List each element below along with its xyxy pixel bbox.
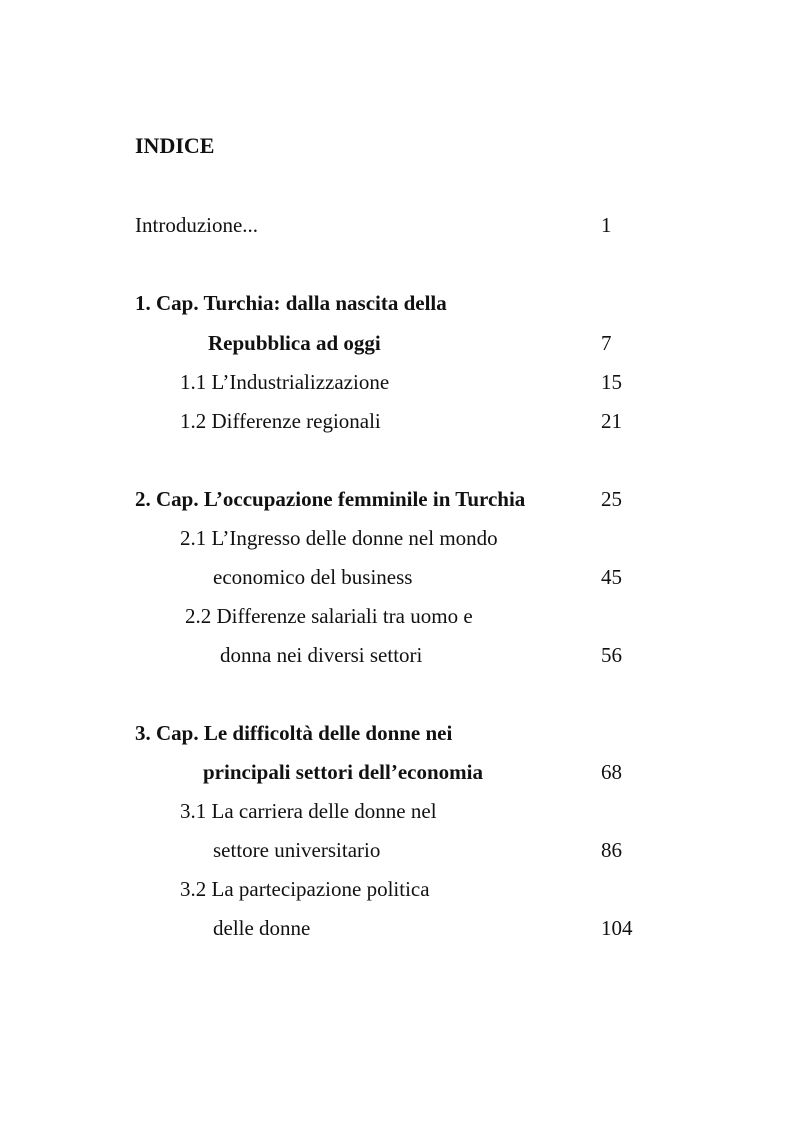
toc-section-3-2: 3.2 La partecipazione politica xyxy=(180,877,430,901)
toc-section-3-1: 3.1 La carriera delle donne nel xyxy=(180,799,437,823)
page-title: INDICE xyxy=(135,133,215,158)
toc-entry-introduzione: Introduzione... xyxy=(135,213,259,237)
toc-page-number: 68 xyxy=(601,760,622,784)
toc-section-3-2-cont: delle donne xyxy=(213,916,311,940)
toc-page-number: 1 xyxy=(601,213,612,237)
toc-chapter-3: 3. Cap. Le difficoltà delle donne nei xyxy=(135,721,453,745)
toc-chapter-2: 2. Cap. L’occupazione femminile in Turchia xyxy=(135,487,526,511)
toc-section-1-2: 1.2 Differenze regionali xyxy=(180,409,381,433)
toc-page-number: 86 xyxy=(601,838,622,862)
toc-chapter-1: 1. Cap. Turchia: dalla nascita della xyxy=(135,291,447,315)
toc-section-2-2: 2.2 Differenze salariali tra uomo e xyxy=(185,604,473,628)
toc-page-number: 56 xyxy=(601,643,622,667)
toc-page-number: 45 xyxy=(601,565,622,589)
toc-section-2-1-cont: economico del business xyxy=(213,565,413,589)
toc-section-2-2-cont: donna nei diversi settori xyxy=(220,643,423,667)
toc-section-1-1: 1.1 L’Industrializzazione xyxy=(180,370,390,394)
toc-page-number: 7 xyxy=(601,331,612,355)
toc-chapter-3-cont: principali settori dell’economia xyxy=(203,760,483,784)
toc-section-2-1: 2.1 L’Ingresso delle donne nel mondo xyxy=(180,526,498,550)
toc-section-3-1-cont: settore universitario xyxy=(213,838,381,862)
toc-page-number: 25 xyxy=(601,487,622,511)
toc-page-number: 21 xyxy=(601,409,622,433)
toc-page-number: 15 xyxy=(601,370,622,394)
toc-chapter-1-cont: Repubblica ad oggi xyxy=(208,331,381,355)
toc-page-number: 104 xyxy=(601,916,633,940)
